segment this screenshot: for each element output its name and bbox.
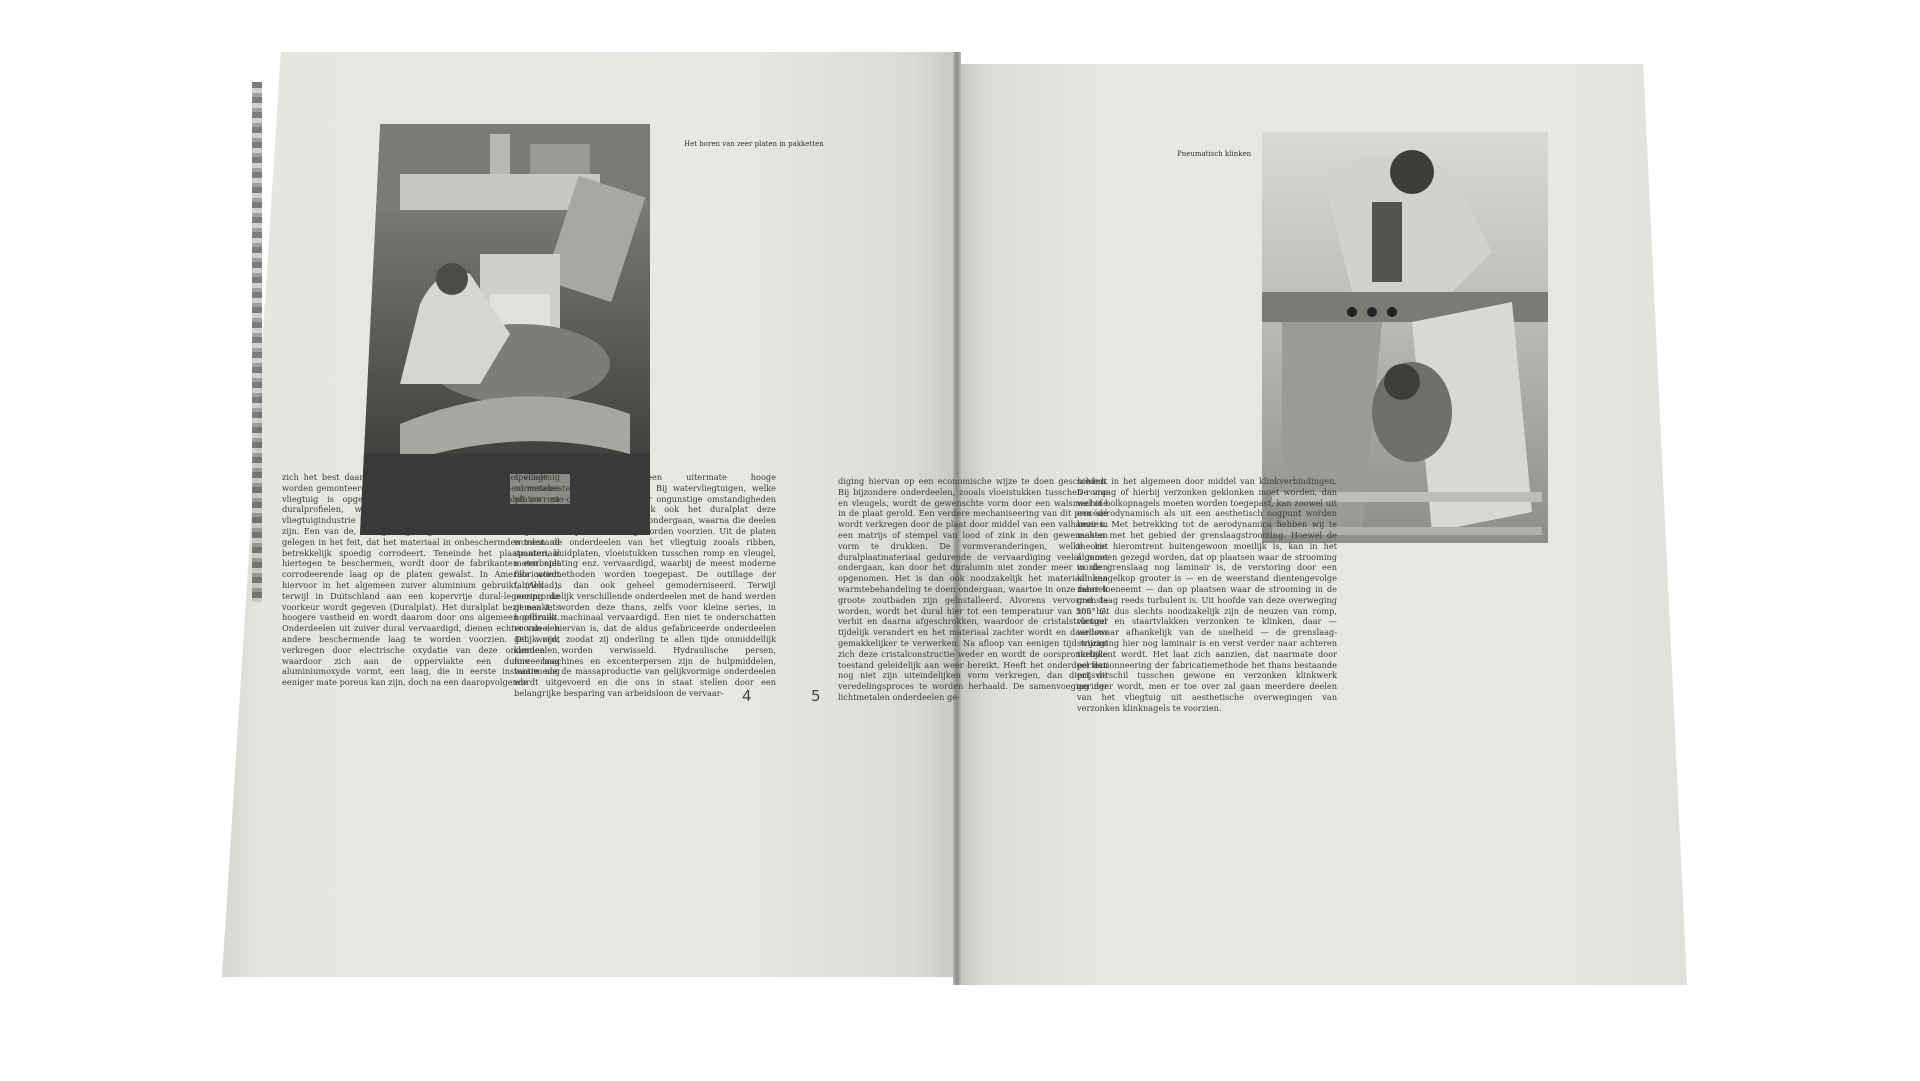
column-4-text: schiedt in het algemeen door middel van klinkverbindingen. De vraag of hierbij verzonken geklonken moet worden, dan wel of bolkopnagels moeten worden toegepast, kan zoowel uit een aerodynamisch als uit een aesthetisch oogpunt worden bezien. Met betrekking tot de aerodynamica hebben wij te maken met het gebied der grenslaagstrooming. Hoewel de theorie hieromtrent buitengewoon moeilijk is, kan in het algemeen gezegd worden, dat op plaatsen waar de strooming in de grenslaag nog laminair is, de verstoring door een klinknagelkop grooter is — en de weerstand dientengevolge meer toeneemt — dan op plaatsen waar de strooming in de grenslaag reeds turbulent is. Uit hoofde van deze overweging zou het dus slechts noodzakelijk zijn de neuzen van romp, vleugel en staartvlakken verzonken te klinken, daar — weliswaar afhankelijk van de snelheid — de grenslaag-strooming hier nog laminair is en verst verder naar achteren turbulent wordt. Het laat zich aanzien, dat naarmate door perfectionneering der fabricatiemethode het thans bestaande prijsverschil tusschen gewone en verzonken klinkwerk geringer wordt, men er toe over zal gaan meerdere deelen van het vliegtuig uit aesthetische overwegingen van verzonken klinknagels te voorzien.	[1077, 476, 1337, 713]
column-3-text: diging hiervan op een economische wijze te doen geschieden. Bij bijzondere onderdeelen, zooals vloeistukken tusschen romp en vleugels, wordt de gewenschte vorm door een walsmachine in de plaat gerold. Een verdere mechaniseering van dit procédé wordt verkregen door de plaat door middel van een valhamer in een matrijs of stempel van lood of zink in den gewenschten vorm te drukken. De vormveranderingen, welke het duralplaatmateriaal gedurende de vervaardiging veelal moet ondergaan, kan door het duralumin niet zonder meer worden opgenomen. Het is dan ook noodzakelijk het materiaal een warmtebehandeling te doen ondergaan, waartoe in onze fabriek groote zoutbaden zijn geïnstalleerd. Alvorens vervormd te worden, wordt het dural hier tot een temperatuur van 505° C. verhit en daarna afgeschrokken, waardoor de cristalstructuur tijdelijk verandert en het materiaal zachter wordt en daardoor gemakkelijker te verwerken. Na afloop van eenigen tijd wijzigt zich deze cristalconstructie weder en wordt de oorspronkelijke toestand geleidelijk aan weer bereikt. Heeft het onderdeel dan nog niet zijn uiteindelijken vorm verkregen, dan dient dit veredelingsproces te worden herhaald. De samenvoeging der lichtmetalen onderdeelen ge-	[838, 476, 1108, 702]
caption-right: Pneumatisch klinken	[1177, 150, 1252, 158]
page-edge-strip	[252, 82, 262, 602]
column-2-text: speciale behandeling een uitermate hooge corrosiebestendigheid vertoont. Bij watervliegtuigen, welke uit corrosie-oogpunt onder zeer ongunstige omstandigheden opereeren, is het gebruikelijk ook het duralplat deze anodische behandeling te doen ondergaan, waarna die deelen nog van een speciale laklaag worden voorzien. Uit de platen worden de onderdeelen van het vliegtuig zooals ribben, spanten, huidplaten, vloeistukken tusschen romp en vleugel, motorbeplating enz. vervaardigd, waarbij de meest moderne fabricatiemethoden worden toegepast. De outillage der fabriek is dan ook geheel gemoderniseerd. Terwijl oorspronkelijk verschillende onderdeelen met de hand werden gemaakt, worden deze thans, zelfs voor kleine series, in hoofdzaak machinaal vervaardigd. Een niet te onderschatten voordeel hiervan is, dat de aldus gefabriceerde onderdeelen gelijk zijn, zoodat zij onderling te allen tijde onmiddellijk kunnen worden verwisseld. Hydraulische persen, forceermachines en excenterpersen zijn de hulpmiddelen, waarmede de massaproductie van gelijkvormige onderdeelen wordt uitgevoerd en die ons in staat stellen door een belangrijke besparing van arbeidsloon de vervaar-	[514, 472, 776, 698]
page-number-left: 4	[742, 687, 752, 705]
magazine-spread	[222, 52, 1687, 985]
text-column-3	[838, 476, 1108, 766]
page-number-right: 5	[811, 687, 821, 705]
text-column-4	[1077, 476, 1337, 776]
caption-left: Het boren van zeer platen in pakketten	[684, 140, 824, 148]
column-1-text: zich het best daartoe eigenende tijd en plaats in het vliegtuig worden gemonteerd. De bouwstoffen, waaruit een geheel metalen vliegtuig is opgebouwd, zijn in hoofdzaak duralplaten en duralprofielen, welke in verschillende speciaal voor de vliegtuigindustrie genormaliseerde vormen direct te betrekken zijn. Een van de, overigens geringe, nadeelen van duralumin is gelegen in het feit, dat het materiaal in onbeschermden toestand betrekkelijk spoedig corrodeert. Teneinde het plaatmateriaal hiertegen te beschermen, wordt door de fabrikanten een niet corrodeerende laag op de platen gewalst. In Amerika wordt hiervoor in het algemeen zuiver aluminium gebruikt, (Alclad), terwijl in Duitschland aan een kopervrije dural-legeering de voorkeur wordt gegeven (Duralplat). Het duralplat bezit een iets hoogere vastheid en wordt daarom door ons algemeen gebruikt. Onderdeelen uit zuiver dural vervaardigd, dienen echter van een andere beschermende laag te worden voorzien. Dit wordt verkregen door electrische oxydatie van deze onderdeelen, waardoor zich aan de oppervlakte een dunne laag aluminiumoxyde vormt, een laag, die in eerste instantie nog eeniger mate poreus kan zijn, doch na een daaropvolgende	[282, 472, 560, 688]
text-column-2	[514, 472, 776, 762]
